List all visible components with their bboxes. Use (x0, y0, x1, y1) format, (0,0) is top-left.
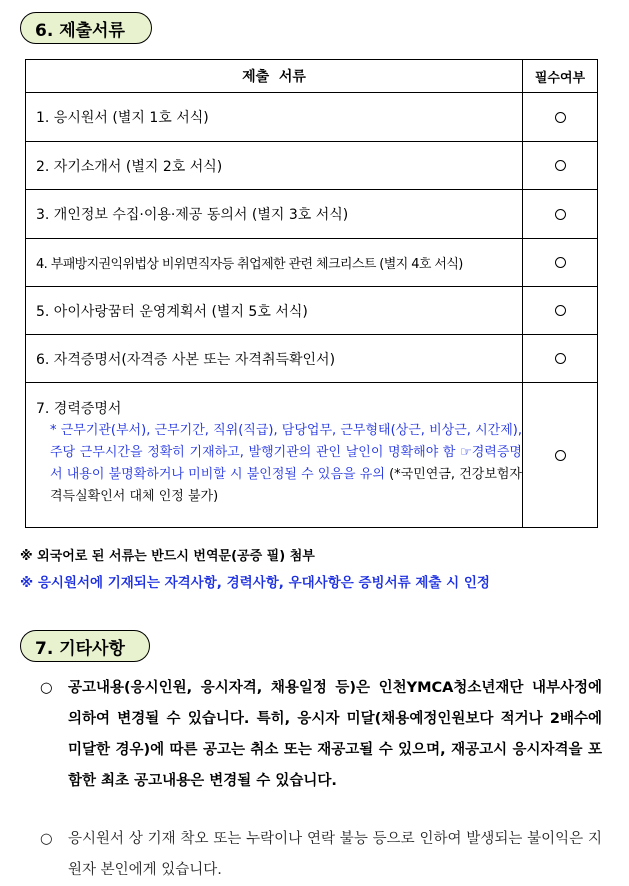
table-row (26, 141, 597, 189)
career-detail-requirements: * 근무기관(부서), 근무기간, 직위(직급), 담당업무, 근무형태(상근, 비상근, 시간제), 주당 근무시간을 정확히 기재하고, 발행기관의 관인 날인이 명확해야 함 ☞경력증명서 내용이 불명확하거나 미비할 시 불인정될 수 있음을 유의 (50, 423, 522, 482)
row-label: 6. 자격증명서(자격증 사본 또는 자격취득확인서) (26, 335, 523, 382)
circle-icon (555, 450, 566, 461)
list-item-text: 공고내용(응시인원, 응시자격, 채용일정 등)은 인천YMCA청소년재단 내부사정에 의하여 변경될 수 있습니다. 특히, 응시자 미달(채용예정인원보다 적거나 2배수에 미달한 경우)에 따른 공고는 취소 또는 재공고될 수 있으며, 재공고시 응시자격을 포함한 최초 공고내용은 변경될 수 있습니다. (68, 680, 602, 789)
table-row (26, 238, 597, 286)
header-doc: 제출 서류 (26, 60, 523, 92)
row-label: 3. 개인정보 수집·이용·제공 동의서 (별지 3호 서식) (26, 190, 523, 238)
table-row (26, 92, 597, 141)
table-header-row (26, 60, 597, 92)
list-item-text: 응시원서 상 기재 착오 또는 누락이나 연락 불능 등으로 인하여 발생되는 불이익은 지원자 본인에게 있습니다. (68, 831, 602, 878)
circle-icon (555, 257, 566, 268)
circle-icon (555, 209, 566, 220)
career-cell (26, 383, 523, 527)
section-6-title: 6. 제출서류 (35, 20, 125, 41)
career-title: 7. 경력증명서 (36, 401, 122, 417)
required-mark (523, 142, 597, 189)
row-label: 5. 아이사랑꿈터 운영계획서 (별지 5호 서식) (26, 287, 523, 334)
required-mark (523, 190, 597, 238)
list-item (40, 673, 602, 797)
section-7-title: 7. 기타사항 (35, 638, 125, 659)
circle-icon (555, 112, 566, 123)
section-6-heading (20, 12, 152, 44)
section-7-heading (20, 630, 150, 662)
row-label: 1. 응시원서 (별지 1호 서식) (26, 93, 523, 141)
career-detail (36, 420, 522, 508)
bullet-circle-icon: ○ (40, 831, 53, 847)
circle-icon (555, 305, 566, 316)
circle-icon (555, 353, 566, 364)
row-label: 2. 자기소개서 (별지 2호 서식) (26, 142, 523, 189)
required-mark (523, 335, 597, 382)
list-item (40, 824, 602, 886)
required-mark (523, 239, 597, 286)
bullet-circle-icon: ○ (40, 680, 53, 696)
header-required: 필수여부 (534, 70, 586, 86)
table-row-career (26, 382, 597, 527)
circle-icon (555, 160, 566, 171)
table-row (26, 189, 597, 238)
table-row (26, 334, 597, 382)
required-mark (523, 383, 597, 527)
row-label: 4. 부패방지권익위법상 비위면직자등 취업제한 관련 체크리스트 (별지 4호 서식) (26, 239, 523, 286)
required-mark (523, 93, 597, 141)
evidence-note: ※ 응시원서에 기재되는 자격사항, 경력사항, 우대사항은 증빙서류 제출 시 인정 (20, 575, 490, 591)
documents-table (25, 59, 598, 528)
required-mark (523, 287, 597, 334)
table-row (26, 286, 597, 334)
translation-note: ※ 외국어로 된 서류는 반드시 번역문(공증 필) 첨부 (20, 549, 315, 564)
career-detail-note: (*국민연금, 건강보험자격득실확인서 대체 인정 불가) (50, 467, 522, 504)
